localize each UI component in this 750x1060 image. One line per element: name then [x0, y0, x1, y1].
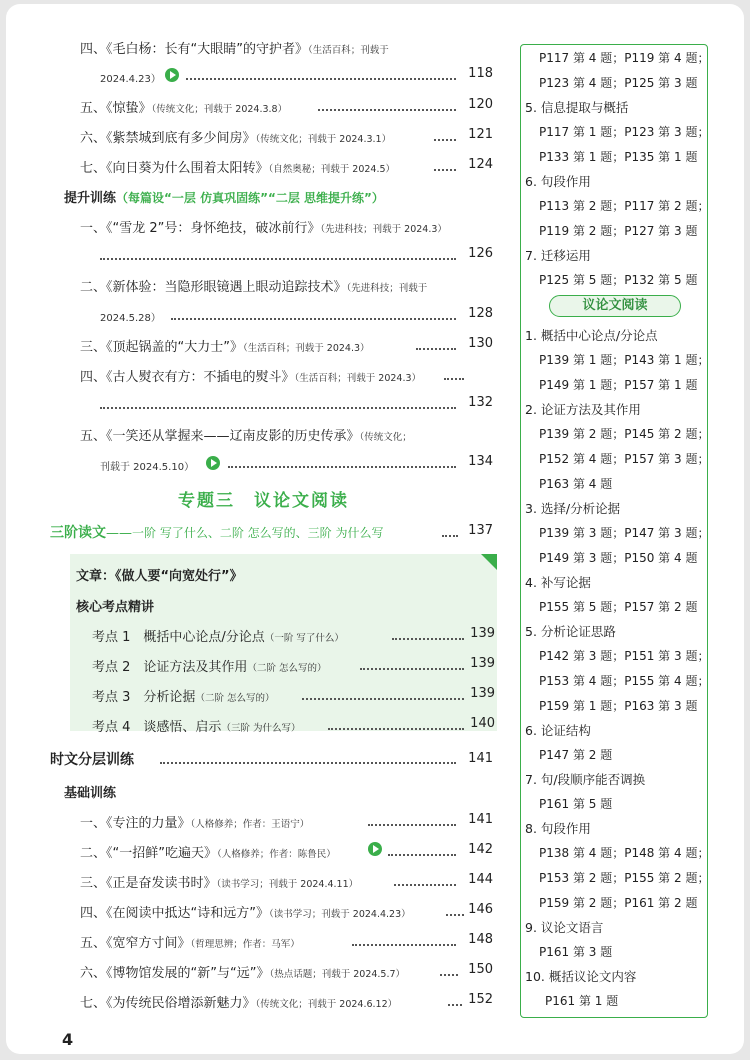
article-title: 《做人要“向宽处行”》: [115, 569, 243, 584]
dot-leader: [186, 78, 456, 80]
play-video-icon[interactable]: [165, 68, 179, 82]
page-ref: 142: [468, 842, 493, 857]
sidebar-line: P123 第 4 题；P125 第 3 题: [539, 76, 698, 90]
sidebar-line: P161 第 5 题: [539, 797, 613, 811]
dot-leader: [388, 854, 456, 856]
toc-entry-bowuguan[interactable]: [80, 962, 405, 981]
article-line[interactable]: [76, 565, 243, 584]
entry-prefix: 三、: [80, 340, 107, 355]
page-ref: 140: [470, 716, 495, 731]
point-label: 考点 1: [92, 630, 131, 645]
sidebar-line: P159 第 2 题；P161 第 2 题: [539, 896, 698, 910]
sidebar-line: P155 第 5 题；P157 第 2 题: [539, 600, 698, 614]
entry-note: （先进科技；刊载于 2024.3）: [320, 224, 447, 235]
sidebar-category: 2. 论证方法及其作用: [525, 402, 641, 417]
three-steps-text: 一阶 写了什么、二阶 怎么写的、三阶 为什么写: [132, 526, 384, 540]
three-steps-dash: ——: [106, 526, 132, 541]
page-ref: 141: [468, 812, 493, 827]
entry-note-cont: 刊载于 2024.5.10）: [100, 462, 195, 473]
page-ref: 130: [468, 336, 493, 351]
point-2[interactable]: [92, 656, 326, 675]
dot-leader: [416, 348, 456, 350]
point-4[interactable]: [92, 716, 300, 735]
sidebar-line: P161 第 1 题: [545, 994, 619, 1008]
page-ref: 126: [468, 246, 493, 261]
entry-note: （自然奥秘；刊载于 2024.5）: [268, 164, 396, 175]
toc-entry-kuanzhai[interactable]: [80, 932, 300, 951]
entry-prefix: 四、: [80, 42, 107, 57]
entry-prefix: 五、: [80, 936, 107, 951]
entry-title: 《惊蛰》: [106, 101, 152, 116]
dot-leader: [328, 728, 464, 730]
sidebar-category: 1. 概括中心论点/分论点: [525, 328, 658, 343]
page-ref: 144: [468, 872, 493, 887]
dot-leader: [368, 824, 456, 826]
sidebar-category: 7. 迁移运用: [525, 248, 591, 263]
entry-title: 《“雪龙 2”号：身怀绝技，破冰前行》: [106, 221, 321, 236]
sidebar-line: P125 第 5 题；P132 第 5 题: [539, 273, 698, 287]
sidebar-category: 6. 论证结构: [525, 723, 591, 738]
sidebar-category: 5. 分析论证思路: [525, 624, 616, 639]
corner-triangle: [481, 554, 497, 570]
entry-prefix: 七、: [80, 996, 107, 1011]
sidebar-category: 6. 句段作用: [525, 174, 591, 189]
sidebar-line: P149 第 1 题；P157 第 1 题: [539, 378, 698, 392]
dot-leader: [318, 109, 456, 111]
entry-prefix: 二、: [80, 846, 107, 861]
dot-leader: [171, 318, 456, 320]
toc-entry-shiheyuanfang[interactable]: [80, 902, 411, 921]
entry-title: 《新体验：当隐形眼镜遇上眼动追踪技术》: [106, 280, 347, 295]
page-ref: 139: [470, 656, 495, 671]
dot-leader: [100, 258, 456, 260]
point-note: （二阶 怎么写的）: [195, 693, 275, 704]
toc-entry-maobaiyang[interactable]: [80, 38, 389, 57]
play-video-icon[interactable]: [368, 842, 382, 856]
entry-note: （哲理思辨；作者：马军）: [190, 939, 300, 950]
page-ref: 134: [468, 454, 493, 469]
toc-entry-zijincheng[interactable]: [80, 127, 391, 146]
page-ref: 137: [468, 523, 493, 538]
toc-entry-yizhaoxian[interactable]: [80, 842, 336, 861]
sidebar-section-heading: 议论文阅读: [549, 295, 681, 317]
sidebar-line: P119 第 2 题；P127 第 3 题: [539, 224, 698, 238]
entry-title: 《为传统民俗增添新魅力》: [106, 996, 256, 1011]
entry-note: （读书学习；刊载于 2024.4.23）: [269, 909, 411, 920]
point-label: 考点 4: [92, 720, 131, 735]
entry-note-cont: 2024.4.23）: [100, 74, 161, 85]
entry-note: （生活百科；刊载于 2024.3）: [243, 343, 370, 354]
page-ref: 146: [468, 902, 493, 917]
sidebar-line: P163 第 4 题: [539, 477, 613, 491]
entry-title: 《博物馆发展的“新”与“远”》: [106, 966, 270, 981]
sidebar-category: 3. 选择/分析论据: [525, 501, 621, 516]
toc-entry-xuelong[interactable]: [80, 217, 447, 236]
entry-note: （传统文化；刊载于 2024.6.12）: [255, 999, 398, 1010]
sidebar-category: 7. 句/段顺序能否调换: [525, 772, 646, 787]
sidebar-line: P133 第 1 题；P135 第 1 题: [539, 150, 698, 164]
entry-prefix: 四、: [80, 370, 107, 385]
sidebar-category: 8. 句段作用: [525, 821, 591, 836]
page-ref: 128: [468, 306, 493, 321]
entry-title: 《古人熨衣有方：不插电的熨斗》: [106, 370, 295, 385]
page-ref: 121: [468, 127, 493, 142]
sidebar-line: P161 第 3 题: [539, 945, 613, 959]
point-title: 论证方法及其作用: [143, 660, 248, 675]
three-steps-row[interactable]: [50, 522, 383, 542]
entry-title: 《紫禁城到底有多少间房》: [106, 131, 256, 146]
topic-title: 专题三 议论文阅读: [178, 491, 349, 511]
sidebar-line: P139 第 1 题；P143 第 1 题；: [539, 353, 710, 367]
dot-leader: [352, 944, 456, 946]
sidebar-line: P153 第 4 题；P155 第 4 题；: [539, 674, 710, 688]
sidebar-line: P142 第 3 题；P151 第 3 题；: [539, 649, 710, 663]
page-ref: 124: [468, 157, 493, 172]
toc-entry-fenfa[interactable]: [80, 872, 358, 891]
entry-note: （读书学习；刊载于 2024.4.11）: [216, 879, 359, 890]
entry-note-cont: 2024.5.28）: [100, 313, 161, 324]
dot-leader: [100, 407, 456, 409]
page-ref: 118: [468, 66, 493, 81]
dot-leader: [228, 466, 456, 468]
sidebar-line: P147 第 2 题: [539, 748, 613, 762]
page-ref: 148: [468, 932, 493, 947]
point-title: 谈感悟、启示: [143, 720, 222, 735]
toc-entry-jingzhe[interactable]: [80, 97, 287, 116]
page-ref: 132: [468, 395, 493, 410]
entry-note: （传统文化；刊载于 2024.3.1）: [255, 134, 392, 145]
dot-leader: [302, 698, 464, 700]
basic-training-heading: 基础训练: [64, 786, 117, 801]
point-label: 考点 2: [92, 660, 131, 675]
entry-title: 《正是奋发读书时》: [106, 876, 217, 891]
point-3[interactable]: [92, 686, 274, 705]
page: [6, 4, 744, 1054]
toc-entry-yundou[interactable]: [80, 366, 421, 385]
point-note: （二阶 怎么写的）: [247, 663, 327, 674]
dot-leader: [394, 884, 456, 886]
dot-leader: [392, 638, 464, 640]
point-note: （一阶 写了什么）: [264, 633, 344, 644]
dot-leader: [160, 762, 456, 764]
entry-note: （生活百科；刊载于 2024.3）: [294, 373, 422, 384]
entry-prefix: 一、: [80, 816, 107, 831]
page-ref: 141: [468, 751, 493, 766]
entry-prefix: 五、: [80, 429, 107, 444]
toc-entry-minsu[interactable]: [80, 992, 397, 1011]
sidebar-line: P139 第 3 题；P147 第 3 题；: [539, 526, 710, 540]
layered-training-heading[interactable]: 时文分层训练: [50, 752, 134, 768]
upgrade-training-heading: [64, 187, 384, 206]
entry-note: （先进科技；刊载于: [346, 283, 428, 294]
entry-title: 《专注的力量》: [106, 816, 191, 831]
entry-prefix: 二、: [80, 280, 107, 295]
sidebar-line: P159 第 1 题；P163 第 3 题: [539, 699, 698, 713]
three-steps-label: 三阶读文: [50, 525, 106, 541]
entry-note: （生活百科；刊载于: [308, 45, 389, 56]
sidebar-line: P117 第 4 题；P119 第 4 题；: [539, 51, 710, 65]
entry-prefix: 七、: [80, 161, 107, 176]
question-index-sidebar: [520, 44, 708, 1018]
toc-entry-piying[interactable]: [80, 425, 412, 444]
page-ref: 139: [470, 626, 495, 641]
entry-prefix: 六、: [80, 131, 107, 146]
sidebar-line: P153 第 2 题；P155 第 2 题；: [539, 871, 710, 885]
upgrade-label: 提升训练: [64, 191, 117, 206]
entry-title: 《一笑还从掌握来——辽南皮影的历史传承》: [106, 429, 360, 444]
core-points-heading: 核心考点精讲: [76, 600, 155, 615]
upgrade-note: （每篇设“一层 仿真巩固练”“二层 思维提升练”）: [116, 191, 384, 205]
page-ref: 120: [468, 97, 493, 112]
entry-prefix: 六、: [80, 966, 107, 981]
sidebar-category: 9. 议论文语言: [525, 920, 604, 935]
entry-note: （热点话题；刊载于 2024.5.7）: [269, 969, 406, 980]
entry-note: （人格修养；作者：王语宁）: [190, 819, 310, 830]
page-ref: 150: [468, 962, 493, 977]
entry-note: （传统文化；刊载于 2024.3.8）: [151, 104, 288, 115]
point-title: 概括中心论点/分论点: [143, 630, 265, 645]
point-label: 考点 3: [92, 690, 131, 705]
toc-entry-zhuanzhu[interactable]: [80, 812, 309, 831]
sidebar-category: 10. 概括议论文内容: [525, 969, 637, 984]
page-ref: 139: [470, 686, 495, 701]
article-label: 文章：: [76, 569, 116, 584]
entry-title: 《向日葵为什么围着太阳转》: [106, 161, 269, 176]
point-1[interactable]: [92, 626, 344, 645]
entry-prefix: 五、: [80, 101, 107, 116]
sidebar-line: P152 第 4 题；P157 第 3 题；: [539, 452, 710, 466]
entry-title: 《在阅读中抵达“诗和远方”》: [106, 906, 269, 921]
entry-title: 《“一招鲜”吃遍天》: [106, 846, 217, 861]
toc-entry-xiangrikui[interactable]: [80, 157, 395, 176]
point-note: （三阶 为什么写）: [221, 723, 301, 734]
entry-note: （人格修养；作者：陈鲁民）: [217, 849, 336, 860]
entry-title: 《顶起锅盖的“大力士”》: [106, 340, 243, 355]
dot-leader: [360, 668, 464, 670]
entry-prefix: 四、: [80, 906, 107, 921]
entry-note: （传统文化；: [359, 432, 412, 443]
sidebar-line: P138 第 4 题；P148 第 4 题；: [539, 846, 710, 860]
sidebar-line: P117 第 1 题；P123 第 3 题；: [539, 125, 710, 139]
sidebar-category: 5. 信息提取与概括: [525, 100, 629, 115]
sidebar-category: 4. 补写论据: [525, 575, 591, 590]
sidebar-line: P149 第 3 题；P150 第 4 题: [539, 551, 698, 565]
sidebar-line: P113 第 2 题；P117 第 2 题；: [539, 199, 710, 213]
point-title: 分析论据: [143, 690, 196, 705]
toc-entry-guogai[interactable]: [80, 336, 370, 355]
toc-entry-yinxingyanjing[interactable]: [80, 276, 427, 295]
page-ref: 152: [468, 992, 493, 1007]
entry-prefix: 一、: [80, 221, 107, 236]
entry-title: 《宽窄方寸间》: [106, 936, 191, 951]
entry-prefix: 三、: [80, 876, 107, 891]
dot-leader: [444, 378, 464, 380]
page-number: 4: [62, 1030, 74, 1049]
sidebar-line: P139 第 2 题；P145 第 2 题；: [539, 427, 710, 441]
play-video-icon[interactable]: [206, 456, 220, 470]
entry-title: 《毛白杨：长有“大眼睛”的守护者》: [106, 42, 308, 57]
